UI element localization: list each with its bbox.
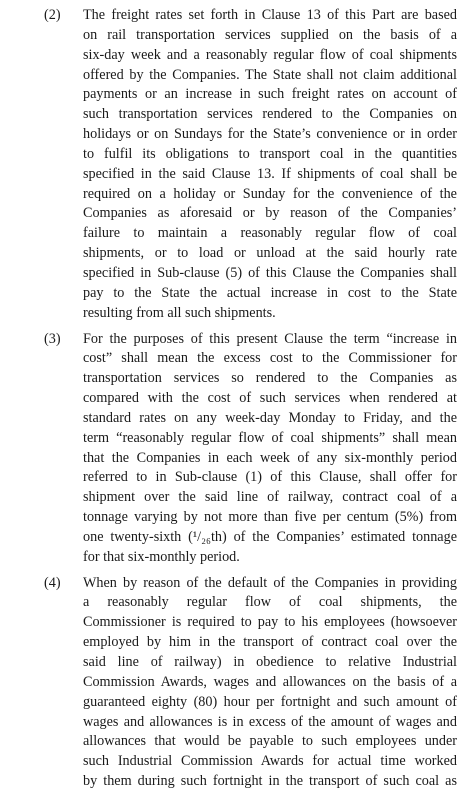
text-line: such transportation services rendered to the Companies on xyxy=(83,106,457,123)
text-line: cost” shall mean the excess cost to the Commissioner for xyxy=(83,350,457,367)
clause-text xyxy=(83,574,457,792)
text-line: standard rates on any week-day Monday to Friday, and the xyxy=(83,409,457,426)
text-line: to fulfil its obligations to transport coal in the quantities xyxy=(83,145,457,162)
text-line: payments or an increase in such freight rates on account of xyxy=(83,86,457,103)
text-line: holidays or on Sundays for the State’s convenience or in order xyxy=(83,126,457,143)
clause-number: (3) xyxy=(44,330,61,347)
text-line: required on a holiday or Sunday for the convenience of the xyxy=(83,185,457,202)
document-page xyxy=(0,6,465,798)
text-line: employed by him in the transport of contract coal over the xyxy=(83,634,457,651)
text-line: tonnage varying by not more than five per centum (5%) from xyxy=(83,509,457,526)
clause-number: (4) xyxy=(44,574,61,591)
text-line: When by reason of the default of the Companies in providing xyxy=(83,574,457,591)
text-line: transportation services so rendered to the Companies as xyxy=(83,370,457,387)
text-line: guaranteed eighty (80) hour per fortnight and such amount of xyxy=(83,693,457,710)
clause-4 xyxy=(0,574,465,792)
text-line: compared with the cost of such services when rendered at xyxy=(83,390,457,407)
text-line: one twenty-sixth (¹/₂₆th) of the Companies’ estimated tonnage xyxy=(83,528,457,545)
text-line: said line of railway) in obedience to relative Industrial xyxy=(83,654,457,670)
text-line: resulting from all such shipments. xyxy=(83,304,276,321)
text-line: specified in Sub-clause (5) of this Clause the Companies shall xyxy=(83,264,457,281)
text-line: on rail transportation services supplied on the basis of a xyxy=(83,26,457,43)
text-line: that the Companies in each week of any six-monthly period xyxy=(83,449,457,466)
text-line: Commissioner is required to pay to his employees (howsoever xyxy=(83,614,457,631)
clause-3 xyxy=(0,330,465,568)
text-line: offered by the Companies. The State shall not claim additional xyxy=(83,66,457,83)
text-line: For the purposes of this present Clause the term “increase in xyxy=(83,330,457,347)
text-line: The freight rates set forth in Clause 13 of this Part are based xyxy=(83,7,457,23)
text-line: referred to in Sub-clause (1) of this Clause, shall offer for xyxy=(83,469,457,486)
text-line: Companies as aforesaid or by reason of the Companies’ xyxy=(83,205,457,222)
text-line: shipments, or to load or unload at the said hourly rate xyxy=(83,245,457,262)
text-line: six-day week and a reasonably regular flow of coal shipments xyxy=(83,46,457,63)
text-line: allowances that would be payable to such employees under xyxy=(83,733,457,750)
text-line: shipment over the said line of railway, contract coal of a xyxy=(83,489,457,506)
text-line: failure to maintain a reasonably regular flow of coal xyxy=(83,225,457,242)
clause-number: (2) xyxy=(44,7,61,23)
clause-text xyxy=(83,330,457,568)
text-line: such Industrial Commission Awards for actual time worked xyxy=(83,753,457,770)
text-line: term “reasonably regular flow of coal shipments” shall mean xyxy=(83,429,457,446)
text-line: wages and allowances is in excess of the amount of wages and xyxy=(83,713,457,730)
text-line: Commission Awards, wages and allowances on the basis of a xyxy=(83,673,457,690)
clause-text xyxy=(83,6,457,324)
text-line: for that six-monthly period. xyxy=(83,548,240,565)
text-line: by them during such fortnight in the transport of such coal as xyxy=(83,773,457,790)
text-line: pay to the State the actual increase in cost to the State xyxy=(83,284,457,301)
clause-2 xyxy=(0,6,465,324)
text-line: a reasonably regular flow of coal shipments, the xyxy=(83,594,457,611)
text-line: specified in the said Clause 13. If shipments of coal shall be xyxy=(83,165,457,182)
